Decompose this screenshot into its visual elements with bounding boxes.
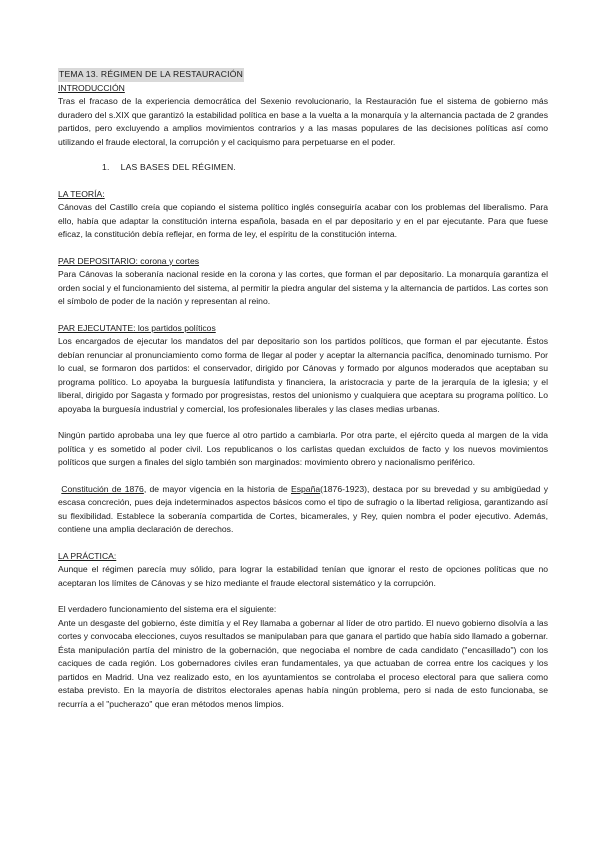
document-title: TEMA 13. RÉGIMEN DE LA RESTAURACIÓN: [58, 68, 244, 82]
section-number: 1.: [102, 162, 110, 172]
depositario-heading: PAR DEPOSITARIO: corona y cortes: [58, 255, 200, 266]
intro-paragraph: Tras el fracaso de la experiencia democrática del Sexenio revolucionario, la Restauración fue el sistema de gobierno más duradero del s.XIX que garantizó la estabilidad política en base a la vuelta a la monarquía y la alternancia pactada de 2 grandes partidos, pero excluyendo a amplios movimientos contrarios y a las masas populares de las decisiones políticas así como utilizando el fraude electoral, la corrupción y el caciquismo para perpetuarse en el poder.: [58, 96, 548, 147]
practica-intro: El verdadero funcionamiento del sistema era el siguiente:: [58, 604, 277, 614]
depositario-paragraph: Para Cánovas la soberanía nacional reside en la corona y las cortes, que forman el par depositario. La monarquía garantiza el orden social y el funcionamiento del sistema, al permitir la piedra angular del sistema y la alternancia de partidos. Las cortes son el símbolo de poder de la nación y representan al reino.: [58, 269, 548, 306]
constitucion-link[interactable]: Constitución de 1876: [61, 483, 144, 494]
constitucion-text-a: , de mayor vigencia en la historia de: [143, 483, 291, 494]
section-heading-bases: [102, 161, 548, 175]
document-body: [58, 68, 548, 711]
section-title: LAS BASES DEL RÉGIMEN.: [120, 162, 236, 172]
practica-paragraph: Aunque el régimen parecía muy sólido, para lograr la estabilidad tenían que ignorar el resto de opciones políticas que no aceptaran los límites de Cánovas y se hizo mediante el fraude electoral sistemático y la corrupción.: [58, 564, 548, 588]
ejecutante-paragraph-2: Ningún partido aprobaba una ley que fuerce al otro partido a cambiarla. Por otra parte, el ejército queda al margen de la vida política y es sometido al poder civil. Los republicanos o los carlistas quedan excluidos de facto y los nuevos movimientos políticos que surgen a finales del siglo también son marginados: movimiento obrero y nacionalismo periférico.: [58, 430, 548, 467]
teoria-heading: LA TEORÍA:: [58, 188, 105, 199]
ejecutante-paragraph: Los encargados de ejecutar los mandatos del par depositario son los partidos políticos, que forman el par ejecutante. Éstos debían renunciar al pronunciamiento como forma de llegar al poder y aceptar la alternancia pacífica, denominado turnismo. Por lo cual, se formaron dos partidos: el conservador, dirigido por Cánovas y formado por algunos moderados que aceptaban su programa político. Lo apoyaba la burguesía latifundista y financiera, la aristocracia y parte de la jerarquía de la iglesia; y el liberal, dirigido por Sagasta y formado por progresistas, restos del unionismo y cualquiera que aceptara su programa político. Lo apoyaba la burguesía industrial y comercial, los profesionales liberales y las clases medias urbanas.: [58, 336, 548, 414]
constitucion-paragraph: [58, 483, 548, 537]
ejecutante-heading: PAR EJECUTANTE: los partidos políticos: [58, 322, 216, 333]
teoria-paragraph: Cánovas del Castillo creía que copiando el sistema político inglés conseguiría acabar con los problemas del liberalismo. Para ello, había que adaptar la constitución interna española, basada en el par depositario y en el par ejecutante. Para que fuese eficaz, la constitución debía reflejar, en forma de ley, el espíritu de la constitución interna.: [58, 202, 548, 239]
constitucion-text-b: (1876-1923), destaca por su brevedad y su ambigüedad y escasa concreción, pues deja indeterminados aspectos básicos como el tipo de sufragio o la libertad religiosa, garantizando así su flexibilidad. Establece la soberanía compartida de Cortes, bicamerales, y Rey, quien nombra el poder ejecutivo. Además, contiene una amplia declaración de derechos.: [58, 483, 549, 534]
practica-heading: LA PRÁCTICA:: [58, 550, 117, 561]
practica-paragraph-2: Ante un desgaste del gobierno, éste dimitía y el Rey llamaba a gobernar al líder de otro partido. El nuevo gobierno disolvía a las cortes y convocaba elecciones, cuyos resultados se manipulaban para que ganara el partido que había sido llamado a gobernar. Ésta manipulación partía del ministro de la gobernación, que negociaba el nombre de cada candidato ("encasillado") con los caciques de cada región. Los gobernadores civiles eran fundamentales, ya que actuaban de correa entre los caciques y los partidos en Madrid. Una vez realizado esto, en los ayuntamientos se controlaba el proceso electoral para que saliera como estaba previsto. En la mayoría de distritos electorales apenas había ningún problema, pero si nada de esto funcionaba, se recurría a el "pucherazo" que eran métodos menos limpios.: [58, 617, 548, 709]
espana-link[interactable]: España: [290, 483, 321, 494]
intro-heading: INTRODUCCIÓN: [58, 82, 125, 93]
